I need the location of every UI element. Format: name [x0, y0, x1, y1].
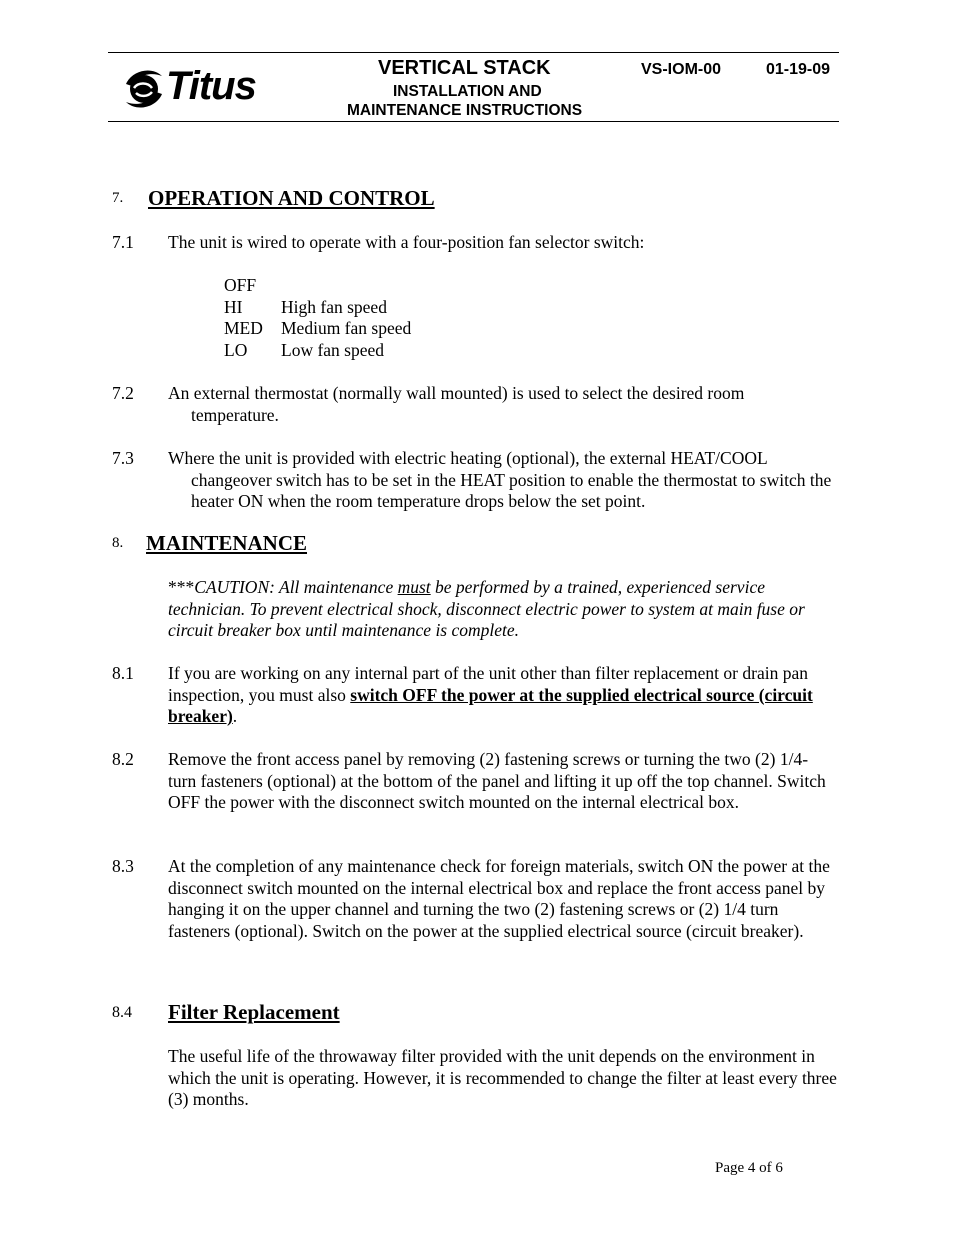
para-8-2-number: 8.2 [112, 749, 134, 769]
fan-code-hi: HI [224, 297, 243, 317]
para-8-3-number: 8.3 [112, 856, 134, 876]
logo-wordmark: Titus [166, 64, 256, 108]
fan-desc-lo: Low fan speed [281, 340, 385, 360]
page-number: Page 4 of 6 [715, 1160, 783, 1176]
fan-code-lo: LO [224, 340, 248, 360]
doc-subtitle-2: MAINTENANCE INSTRUCTIONS [347, 102, 583, 119]
section-8-number: 8. [112, 535, 124, 551]
header-bottom-rule [108, 121, 839, 122]
caution-part-a: CAUTION: All maintenance [194, 577, 398, 597]
para-8-1-end: . [232, 706, 238, 726]
section-8-heading: MAINTENANCE [146, 531, 308, 555]
para-7-1-number: 7.1 [112, 232, 134, 252]
caution-stars: *** [168, 577, 195, 597]
para-8-2-text: Remove the front access panel by removing (2) fastening screws or turning the two (2) 1/4-turn fasteners (optional) at the bottom of the panel and lifting it up off the top channel. Switch OFF the power with the disconnect switch mounted on the internal electrical box. [168, 749, 826, 812]
para-7-2-number: 7.2 [112, 383, 134, 403]
para-7-2-text: An external thermostat (normally wall mounted) is used to select the desired room temperature. [168, 383, 745, 425]
para-8-4-number: 8.4 [112, 1004, 132, 1021]
titus-logo [122, 66, 264, 110]
caution-part-b: be performed by a trained, experienced service technician. To prevent electrical shock, disconnect electric power to system at main fuse or circuit breaker box until maintenance is complete. [168, 577, 805, 640]
fan-desc-hi: High fan speed [281, 297, 387, 317]
section-7-number: 7. [112, 190, 124, 206]
para-8-1-text [168, 663, 833, 728]
header-top-rule [108, 52, 839, 53]
para-8-3-text: At the completion of any maintenance check for foreign materials, switch ON the power at the disconnect switch mounted on the internal electrical box and replace the front access panel by hanging it on the upper channel and turning the two (2) fastening screws or (2) 1/4 turn fasteners (optional). Switch on the power at the supplied electrical source (circuit breaker). [168, 856, 830, 941]
fan-desc-med: Medium fan speed [281, 318, 412, 338]
para-8-4-text: The useful life of the throwaway filter provided with the unit depends on the environment in which the unit is operating. However, it is recommended to change the filter at least every three (3) months. [168, 1046, 837, 1109]
doc-title: VERTICAL STACK [378, 57, 551, 79]
para-8-1-part-a: If you are working on any internal part of the unit other than filter replacement or drain pan inspection, you must also [168, 663, 808, 705]
section-7-heading: OPERATION AND CONTROL [148, 186, 435, 210]
para-7-3-number: 7.3 [112, 448, 134, 468]
para-8-1-number: 8.1 [112, 663, 134, 683]
doc-code: VS-IOM-00 [641, 61, 722, 78]
fan-code-med: MED [224, 318, 263, 338]
caution-text [168, 577, 840, 642]
para-8-1-bold: switch OFF the power at the supplied electrical source (circuit breaker) [168, 684, 813, 726]
filter-replacement-heading: Filter Replacement [168, 1000, 340, 1024]
para-7-1-text: The unit is wired to operate with a four-position fan selector switch: [168, 232, 645, 252]
caution-must: must [397, 577, 431, 597]
para-7-3-text: Where the unit is provided with electric heating (optional), the external HEAT/COOL changeover switch has to be set in the HEAT position to enable the thermostat to switch the heater ON when the room temperature drops below the set point. [168, 448, 832, 511]
fan-code-off: OFF [224, 275, 257, 295]
titus-swirl-icon [122, 66, 166, 110]
doc-date: 01-19-09 [766, 61, 831, 78]
doc-subtitle-1: INSTALLATION AND [393, 83, 542, 100]
